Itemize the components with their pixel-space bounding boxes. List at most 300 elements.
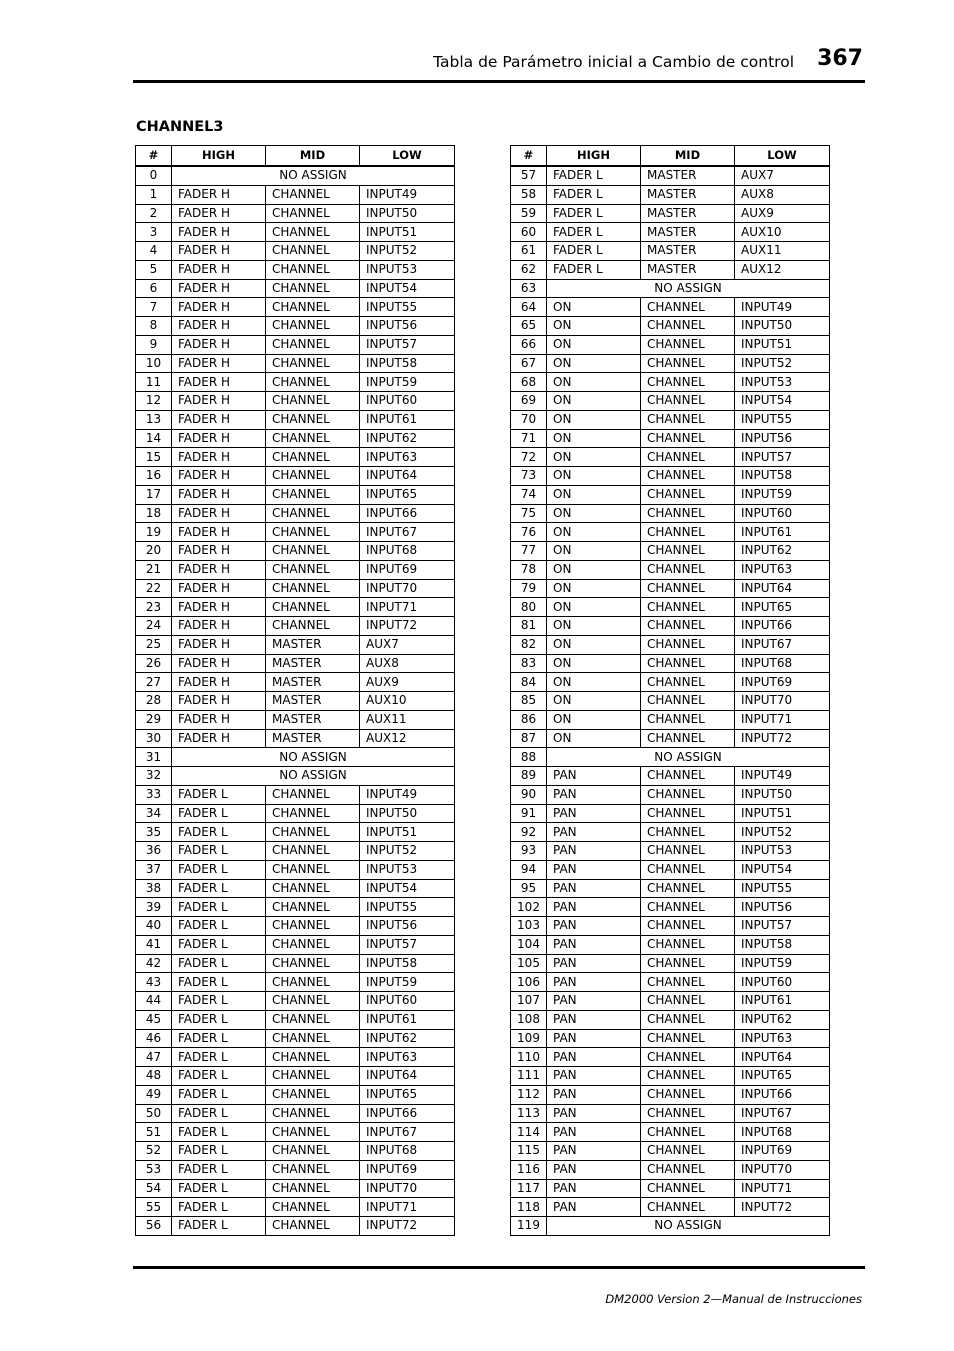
cell-high: FADER L (172, 1029, 266, 1048)
table-row (136, 279, 455, 298)
cell-high: ON (547, 485, 641, 504)
cell-high: FADER H (172, 485, 266, 504)
cell-number: 113 (511, 1104, 547, 1123)
cell-low: INPUT67 (360, 523, 455, 542)
table-row (511, 1142, 830, 1161)
cell-mid: CHANNEL (641, 617, 735, 636)
cell-low: INPUT68 (735, 654, 830, 673)
cell-number: 104 (511, 935, 547, 954)
table-row (136, 1067, 455, 1086)
table-row (511, 654, 830, 673)
table-row (136, 992, 455, 1011)
cell-number: 94 (511, 860, 547, 879)
cell-high: PAN (547, 1142, 641, 1161)
cell-number: 53 (136, 1160, 172, 1179)
cell-number: 56 (136, 1217, 172, 1236)
table-row (136, 710, 455, 729)
cell-low: INPUT50 (735, 317, 830, 336)
cell-number: 52 (136, 1142, 172, 1161)
cell-high: FADER H (172, 185, 266, 204)
table-row (136, 429, 455, 448)
cell-mid: CHANNEL (641, 1142, 735, 1161)
cell-low: INPUT58 (735, 467, 830, 486)
cell-high: FADER H (172, 598, 266, 617)
cell-mid: CHANNEL (266, 973, 360, 992)
cell-low: INPUT62 (735, 1010, 830, 1029)
cell-mid: CHANNEL (266, 617, 360, 636)
cell-mid: CHANNEL (641, 467, 735, 486)
cell-high: FADER L (172, 823, 266, 842)
cell-low: INPUT60 (735, 973, 830, 992)
cell-number: 58 (511, 185, 547, 204)
cell-low: INPUT55 (360, 898, 455, 917)
cell-high: FADER H (172, 410, 266, 429)
cell-mid: CHANNEL (641, 373, 735, 392)
cell-mid: CHANNEL (266, 467, 360, 486)
column-header-number: # (136, 146, 172, 167)
cell-mid: CHANNEL (266, 1048, 360, 1067)
table-row (511, 166, 830, 185)
cell-mid: CHANNEL (266, 204, 360, 223)
cell-number: 114 (511, 1123, 547, 1142)
cell-mid: CHANNEL (641, 598, 735, 617)
cell-high: PAN (547, 898, 641, 917)
cell-low: INPUT66 (735, 617, 830, 636)
cell-mid: CHANNEL (641, 635, 735, 654)
cell-number: 10 (136, 354, 172, 373)
cell-number: 95 (511, 879, 547, 898)
table-row (136, 579, 455, 598)
cell-number: 43 (136, 973, 172, 992)
table-row (511, 1123, 830, 1142)
cell-high: PAN (547, 1179, 641, 1198)
cell-number: 14 (136, 429, 172, 448)
cell-mid: CHANNEL (266, 504, 360, 523)
cell-mid: CHANNEL (641, 542, 735, 561)
cell-number: 35 (136, 823, 172, 842)
cell-no-assign: NO ASSIGN (172, 166, 455, 185)
table-row (136, 1179, 455, 1198)
table-row (136, 1104, 455, 1123)
cell-mid: CHANNEL (266, 335, 360, 354)
cell-number: 11 (136, 373, 172, 392)
cell-number: 71 (511, 429, 547, 448)
cell-number: 105 (511, 954, 547, 973)
cell-high: FADER H (172, 673, 266, 692)
cell-high: FADER L (547, 223, 641, 242)
table-row (136, 242, 455, 261)
table-row (511, 317, 830, 336)
table-row (136, 860, 455, 879)
cell-high: ON (547, 579, 641, 598)
cell-low: INPUT55 (735, 879, 830, 898)
table-row (136, 1198, 455, 1217)
table-row (136, 1048, 455, 1067)
cell-low: INPUT70 (360, 579, 455, 598)
cell-mid: CHANNEL (641, 392, 735, 411)
cell-high: FADER H (172, 392, 266, 411)
cell-low: INPUT49 (360, 785, 455, 804)
cell-mid: CHANNEL (266, 485, 360, 504)
table-row (136, 1123, 455, 1142)
cell-number: 38 (136, 879, 172, 898)
table-row (511, 560, 830, 579)
cell-number: 107 (511, 992, 547, 1011)
table-row (511, 767, 830, 786)
cell-number: 89 (511, 767, 547, 786)
table-row (136, 673, 455, 692)
cell-number: 85 (511, 692, 547, 711)
cell-high: PAN (547, 1198, 641, 1217)
cell-high: FADER H (172, 560, 266, 579)
cell-high: PAN (547, 1085, 641, 1104)
cell-high: FADER L (172, 1217, 266, 1236)
table-row (511, 710, 830, 729)
cell-high: FADER L (172, 785, 266, 804)
parameter-table-left (135, 145, 455, 1236)
cell-number: 70 (511, 410, 547, 429)
cell-mid: MASTER (641, 260, 735, 279)
table-row (136, 917, 455, 936)
cell-number: 61 (511, 242, 547, 261)
cell-mid: CHANNEL (266, 860, 360, 879)
cell-number: 26 (136, 654, 172, 673)
table-row (511, 598, 830, 617)
table-row (511, 467, 830, 486)
footer-text: DM2000 Version 2—Manual de Instrucciones (605, 1292, 862, 1306)
cell-number: 57 (511, 166, 547, 185)
cell-high: FADER L (547, 260, 641, 279)
cell-low: INPUT58 (735, 935, 830, 954)
cell-number: 44 (136, 992, 172, 1011)
cell-high: PAN (547, 1067, 641, 1086)
column-header-number: # (511, 146, 547, 167)
cell-high: FADER H (172, 729, 266, 748)
cell-high: FADER H (172, 260, 266, 279)
cell-number: 75 (511, 504, 547, 523)
section-title: CHANNEL3 (136, 119, 224, 135)
cell-number: 115 (511, 1142, 547, 1161)
cell-number: 40 (136, 917, 172, 936)
table-row (511, 485, 830, 504)
cell-mid: CHANNEL (641, 1179, 735, 1198)
cell-low: INPUT49 (735, 767, 830, 786)
cell-low: AUX11 (735, 242, 830, 261)
cell-high: ON (547, 692, 641, 711)
cell-mid: CHANNEL (266, 1198, 360, 1217)
cell-number: 46 (136, 1029, 172, 1048)
cell-low: INPUT60 (360, 992, 455, 1011)
cell-high: FADER L (172, 1085, 266, 1104)
cell-low: INPUT56 (735, 898, 830, 917)
cell-low: INPUT63 (735, 560, 830, 579)
cell-high: FADER L (172, 917, 266, 936)
cell-mid: CHANNEL (641, 354, 735, 373)
cell-high: ON (547, 598, 641, 617)
cell-number: 36 (136, 842, 172, 861)
table-row (136, 485, 455, 504)
cell-low: INPUT71 (735, 1179, 830, 1198)
cell-low: INPUT53 (360, 860, 455, 879)
table-row (136, 335, 455, 354)
cell-number: 34 (136, 804, 172, 823)
cell-number: 8 (136, 317, 172, 336)
cell-number: 69 (511, 392, 547, 411)
cell-mid: CHANNEL (641, 335, 735, 354)
cell-number: 63 (511, 279, 547, 298)
cell-low: INPUT64 (360, 467, 455, 486)
table-body (511, 166, 830, 1235)
table-row (136, 823, 455, 842)
cell-number: 82 (511, 635, 547, 654)
cell-mid: CHANNEL (266, 992, 360, 1011)
cell-mid: CHANNEL (641, 973, 735, 992)
cell-number: 90 (511, 785, 547, 804)
cell-low: INPUT69 (735, 1142, 830, 1161)
table-row (136, 448, 455, 467)
cell-low: INPUT69 (735, 673, 830, 692)
table-row (511, 579, 830, 598)
cell-low: INPUT53 (360, 260, 455, 279)
cell-low: INPUT61 (360, 1010, 455, 1029)
page-number: 367 (817, 46, 863, 71)
cell-mid: CHANNEL (641, 317, 735, 336)
cell-high: FADER H (172, 579, 266, 598)
cell-number: 83 (511, 654, 547, 673)
cell-mid: CHANNEL (641, 917, 735, 936)
cell-high: PAN (547, 1048, 641, 1067)
table-row (136, 729, 455, 748)
cell-high: FADER H (172, 617, 266, 636)
cell-mid: CHANNEL (641, 992, 735, 1011)
cell-mid: CHANNEL (266, 598, 360, 617)
cell-number: 112 (511, 1085, 547, 1104)
table-row (511, 1179, 830, 1198)
cell-number: 109 (511, 1029, 547, 1048)
cell-high: ON (547, 429, 641, 448)
cell-low: INPUT54 (360, 879, 455, 898)
cell-high: FADER L (172, 973, 266, 992)
cell-number: 18 (136, 504, 172, 523)
cell-high: FADER H (172, 523, 266, 542)
cell-low: INPUT54 (360, 279, 455, 298)
cell-number: 102 (511, 898, 547, 917)
cell-high: FADER L (172, 1142, 266, 1161)
cell-low: INPUT50 (360, 804, 455, 823)
cell-low: INPUT59 (360, 973, 455, 992)
cell-mid: CHANNEL (641, 504, 735, 523)
cell-number: 64 (511, 298, 547, 317)
cell-high: PAN (547, 1010, 641, 1029)
cell-mid: CHANNEL (641, 842, 735, 861)
table-row (511, 410, 830, 429)
table-row (511, 785, 830, 804)
cell-number: 87 (511, 729, 547, 748)
cell-mid: CHANNEL (641, 560, 735, 579)
column-header-mid: MID (266, 146, 360, 167)
table-header-row (136, 146, 455, 167)
cell-high: ON (547, 523, 641, 542)
cell-mid: CHANNEL (266, 185, 360, 204)
cell-mid: CHANNEL (641, 485, 735, 504)
cell-number: 45 (136, 1010, 172, 1029)
cell-low: INPUT62 (735, 542, 830, 561)
cell-mid: CHANNEL (266, 542, 360, 561)
cell-number: 93 (511, 842, 547, 861)
cell-mid: CHANNEL (266, 1142, 360, 1161)
table-row (136, 204, 455, 223)
cell-low: INPUT71 (360, 1198, 455, 1217)
cell-high: PAN (547, 785, 641, 804)
table-row (511, 298, 830, 317)
cell-mid: CHANNEL (266, 317, 360, 336)
cell-number: 55 (136, 1198, 172, 1217)
cell-high: FADER L (172, 1067, 266, 1086)
cell-high: PAN (547, 842, 641, 861)
cell-number: 17 (136, 485, 172, 504)
cell-high: FADER L (172, 1010, 266, 1029)
cell-number: 42 (136, 954, 172, 973)
column-header-high: HIGH (547, 146, 641, 167)
cell-high: ON (547, 392, 641, 411)
cell-number: 15 (136, 448, 172, 467)
table-row (511, 1029, 830, 1048)
cell-low: INPUT67 (735, 635, 830, 654)
cell-number: 19 (136, 523, 172, 542)
table-row (511, 354, 830, 373)
cell-mid: MASTER (266, 635, 360, 654)
table-row (511, 429, 830, 448)
cell-low: INPUT66 (360, 504, 455, 523)
cell-high: FADER H (172, 448, 266, 467)
cell-high: FADER L (172, 1179, 266, 1198)
table-row (511, 335, 830, 354)
cell-mid: CHANNEL (266, 410, 360, 429)
cell-high: ON (547, 373, 641, 392)
table-row (136, 654, 455, 673)
cell-low: INPUT50 (360, 204, 455, 223)
cell-number: 67 (511, 354, 547, 373)
table-row (511, 279, 830, 298)
cell-mid: CHANNEL (641, 1160, 735, 1179)
cell-low: INPUT65 (360, 485, 455, 504)
cell-high: ON (547, 542, 641, 561)
cell-low: INPUT68 (360, 1142, 455, 1161)
cell-number: 9 (136, 335, 172, 354)
cell-mid: CHANNEL (266, 523, 360, 542)
top-rule (133, 80, 865, 83)
cell-low: INPUT57 (360, 335, 455, 354)
cell-high: FADER L (172, 804, 266, 823)
table-row (136, 898, 455, 917)
cell-low: INPUT58 (360, 354, 455, 373)
parameter-table-right (510, 145, 830, 1236)
cell-mid: CHANNEL (641, 823, 735, 842)
cell-high: ON (547, 617, 641, 636)
cell-high: PAN (547, 879, 641, 898)
cell-number: 91 (511, 804, 547, 823)
cell-low: INPUT64 (735, 579, 830, 598)
cell-no-assign: NO ASSIGN (172, 748, 455, 767)
cell-number: 119 (511, 1217, 547, 1236)
cell-number: 84 (511, 673, 547, 692)
cell-high: PAN (547, 954, 641, 973)
cell-mid: CHANNEL (641, 785, 735, 804)
table-row (511, 635, 830, 654)
cell-number: 80 (511, 598, 547, 617)
cell-high: PAN (547, 1104, 641, 1123)
cell-mid: MASTER (266, 710, 360, 729)
cell-high: ON (547, 448, 641, 467)
table-row (511, 1010, 830, 1029)
cell-mid: CHANNEL (266, 1160, 360, 1179)
cell-low: AUX7 (735, 166, 830, 185)
cell-number: 54 (136, 1179, 172, 1198)
cell-low: INPUT60 (735, 504, 830, 523)
cell-low: INPUT56 (735, 429, 830, 448)
cell-low: AUX10 (735, 223, 830, 242)
cell-mid: CHANNEL (641, 448, 735, 467)
cell-mid: CHANNEL (641, 692, 735, 711)
cell-low: INPUT66 (360, 1104, 455, 1123)
cell-high: FADER L (172, 860, 266, 879)
cell-number: 32 (136, 767, 172, 786)
cell-low: AUX9 (360, 673, 455, 692)
cell-number: 116 (511, 1160, 547, 1179)
cell-high: PAN (547, 804, 641, 823)
cell-low: INPUT57 (735, 917, 830, 936)
column-header-low: LOW (360, 146, 455, 167)
cell-high: ON (547, 410, 641, 429)
cell-high: FADER L (172, 898, 266, 917)
cell-mid: MASTER (641, 185, 735, 204)
table-row (136, 973, 455, 992)
cell-mid: CHANNEL (266, 392, 360, 411)
cell-low: INPUT49 (360, 185, 455, 204)
cell-number: 49 (136, 1085, 172, 1104)
column-header-mid: MID (641, 146, 735, 167)
cell-high: FADER L (172, 1160, 266, 1179)
table-row (511, 504, 830, 523)
cell-number: 77 (511, 542, 547, 561)
table-row (511, 260, 830, 279)
cell-high: PAN (547, 992, 641, 1011)
cell-no-assign: NO ASSIGN (547, 279, 830, 298)
table-row (511, 373, 830, 392)
cell-low: INPUT57 (735, 448, 830, 467)
cell-low: AUX8 (360, 654, 455, 673)
cell-number: 13 (136, 410, 172, 429)
cell-number: 108 (511, 1010, 547, 1029)
table-row (511, 673, 830, 692)
cell-number: 4 (136, 242, 172, 261)
cell-number: 30 (136, 729, 172, 748)
table-row (511, 879, 830, 898)
cell-high: ON (547, 354, 641, 373)
table-row (511, 1067, 830, 1086)
table-row (136, 354, 455, 373)
cell-number: 1 (136, 185, 172, 204)
table-row (136, 373, 455, 392)
cell-high: FADER H (172, 223, 266, 242)
cell-number: 60 (511, 223, 547, 242)
cell-number: 31 (136, 748, 172, 767)
cell-high: ON (547, 560, 641, 579)
table-row (136, 260, 455, 279)
table-row (136, 298, 455, 317)
cell-low: INPUT65 (360, 1085, 455, 1104)
cell-low: AUX12 (360, 729, 455, 748)
